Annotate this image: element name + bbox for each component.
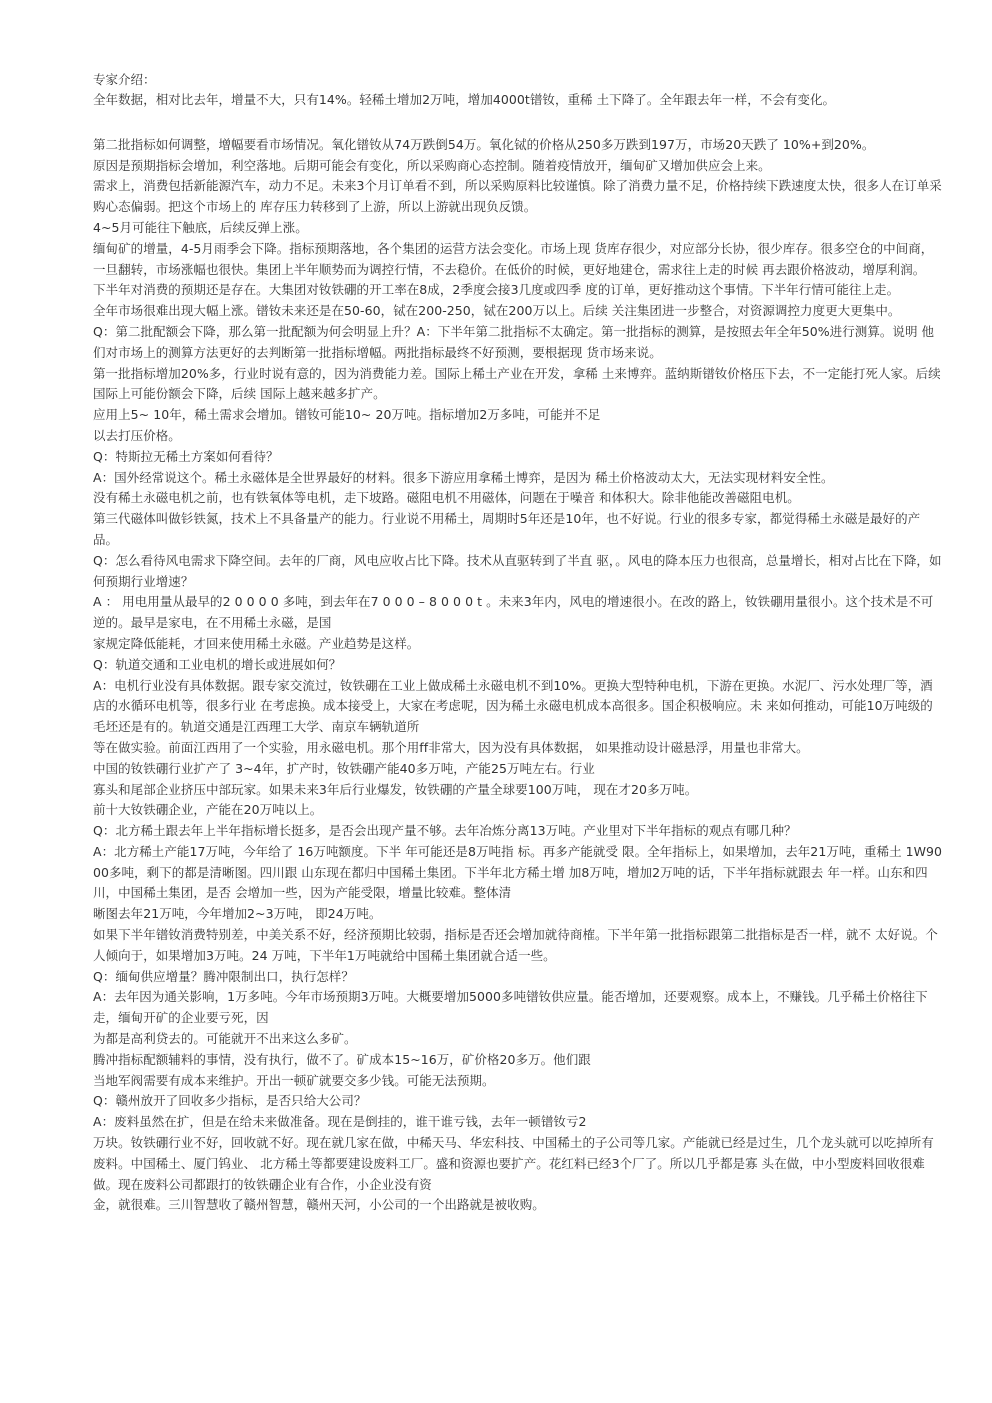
body-paragraph: 中国的钕铁硼行业扩产了 3~4年，扩产时，钕铁硼产能40多万吨，产能25万吨左右。行业 [93,760,595,776]
body-paragraph: 4~5月可能往下触底，后续反弹上涨。 [93,219,308,235]
body-paragraph: 金，就很难。三川智慧收了赣州智慧，赣州天河，小公司的一个出路就是被收购。 [93,1197,545,1213]
body-paragraph: 缅甸矿的增量，4-5月雨季会下降。指标预期落地，各个集团的运营方法会变化。市场上现 货库存很少，对应部分长协，很少库存。很多空仓的中间商，一旦翻转，市场涨幅也很快。集团上半年顺势而为调控行情，不去稳价。在低价的时候，更好地建仓，需求往上走的时候 再去跟价格波动，增厚利润。 [93,240,934,277]
body-paragraph: 前十大钕铁硼企业，产能在20万吨以上。 [93,802,323,818]
body-paragraph: 第一批指标增加20%多，行业时说有意的，因为消费能力差。国际上稀土产业在开发，拿稀 土来博弈。蓝纳斯镨钕价格压下去，不一定能打死人家。后续国际上可能份额会下降，后续 国际上越来越多扩产。 [93,365,941,402]
body-paragraph: 没有稀土永磁电机之前，也有铁氧体等电机，走下坡路。磁阻电机不用磁体，问题在于噪音 和体积大。除非他能改善磁阻电机。 [93,490,800,506]
body-paragraph: A：北方稀土产能17万吨，今年给了 16万吨额度。下半 年可能还是8万吨指 标。再多产能就受 限。全年指标上，如果增加，去年21万吨，重稀土 1W9000多吨，剩下的都是清晰图。四川跟 山东现在都归中国稀土集团。下半年北方稀土增 加8万吨，增加2万吨的话，下半年指标就跟去 年一样。山东和四川，中国稀土集团，是否 会增加一些，因为产能受限，增量比较难。整体清 [93,843,943,901]
body-paragraph: 寡头和尾部企业挤压中部玩家。如果未来3年后行业爆发，钕铁硼的产量全球要100万吨， 现在才20多万吨。 [93,781,698,797]
body-paragraphs [93,135,943,1216]
body-paragraph: 如果下半年镨钕消费特别差，中美关系不好，经济预期比较弱，指标是否还会增加就待商榷。下半年第一批指标跟第二批指标是否一样，就不 太好说。个人倾向于，如果增加3万吨。24 万吨，下半年1万吨就给中国稀土集团就合适一些。 [93,927,938,963]
body-paragraph: 需求上，消费包括新能源汽车，动力不足。未来3个月订单看不到，所以采购原料比较谨慎。除了消费力量不足，价格持续下跌速度太快，很多人在订单采购心态偏弱。把这个市场上的 库存压力转移到了上游，所以上游就出现负反馈。 [93,178,942,215]
body-paragraph: A：电机行业没有具体数据。跟专家交流过，钕铁硼在工业上做成稀土永磁电机不到10%。更换大型特种电机，下游在更换。水泥厂、污水处理厂等，酒店的水循环电机等，很多行业 在考虑换。成本接受上，大家在考虑呢，因为稀土永磁电机成本高很多。国企积极响应。未 来如何推动，可能10万吨级的毛坯还是有的。轨道交通是江西理工大学、南京车辆轨道所 [93,677,933,735]
body-paragraph: Q：轨道交通和工业电机的增长或进展如何？ [93,656,342,672]
document-page [93,70,943,1216]
body-paragraph: 万块。钕铁硼行业不好，回收就不好。现在就几家在做，中稀天马、华宏科技、中国稀土的子公司等几家。产能就已经是过生，几个龙头就可以吃掉所有废料。中国稀土、厦门钨业、 北方稀土等都要建设废料工厂。盛和资源也要扩产。花红料已经3个厂了。所以几乎都是寡 头在做，中小型废料回收很难做。现在废料公司都跟打的钕铁硼企业有合作，小企业没有资 [93,1135,934,1192]
body-paragraph: 家规定降低能耗，才回来使用稀土永磁。产业趋势是这样。 [93,635,420,651]
body-paragraph: 第二批指标如何调整，增幅要看市场情况。氧化镨钕从74万跌倒54万。氧化铽的价格从250多万跌到197万，市场20天跌了 10%+到20%。 [93,136,875,152]
body-paragraph: 以去打压价格。 [93,427,181,443]
body-paragraph: 应用上5~ 10年，稀土需求会增加。镨钕可能10~ 20万吨。指标增加2万多吨，可能并不足 [93,407,601,423]
paragraph-spacer [93,111,943,135]
body-paragraph: Q：北方稀土跟去年上半年指标增长挺多，是否会出现产量不够。去年冶炼分离13万吨。产业里对下半年指标的观点有哪几种？ [93,823,797,839]
body-paragraph: Q：第二批配额会下降，那么第一批配额为何会明显上升？A：下半年第二批指标不太确定。第一批指标的测算，是按照去年全年50%进行测算。说明 他们对市场上的测算方法更好的去判断第一批指标增幅。两批指标最终不好预测，要根据现 货市场来说。 [93,323,935,360]
body-paragraph: A：国外经常说这个。稀土永磁体是全世界最好的材料。很多下游应用拿稀土博弈，是因为 稀土价格波动太大，无法实现材料安全性。 [93,469,834,485]
body-paragraph: Q：特斯拉无稀土方案如何看待？ [93,448,279,464]
body-paragraph: 晰图去年21万吨，今年增加2~3万吨， 即24万吨。 [93,906,382,922]
body-paragraph: 原因是预期指标会增加，利空落地。后期可能会有变化，所以采购商心态控制。随着疫情放开，缅甸矿又增加供应会上来。 [93,157,771,173]
body-paragraph: 为都是高利贷去的。可能就开不出来这么多矿。 [93,1031,357,1047]
body-paragraph: A：去年因为通关影响，1万多吨。今年市场预期3万吨。大概要增加5000多吨镨钕供应量。能否增加，还要观察。成本上，不赚钱。几乎稀土价格往下走，缅甸开矿的企业要亏死，因 [93,989,928,1026]
body-paragraph: 当地军阀需要有成本来维护。开出一顿矿就要交多少钱。可能无法预期。 [93,1072,495,1088]
body-paragraph: 全年市场很难出现大幅上涨。镨钕未来还是在50-60，铽在200-250，铽在200万以上。后续 关注集团进一步整合，对资源调控力度更大更集中。 [93,303,901,319]
body-paragraph: A：废料虽然在扩，但是在给未来做准备。现在是倒挂的，谁干谁亏钱，去年一顿镨钕亏2 [93,1114,587,1130]
body-paragraph: A ： 用电用量从最早的2 0 0 0 0 多吨，到去年在7 0 0 0 – 8 0 0 0 t 。未来3年内，风电的增速很小。在改的路上，钕铁硼用量很小。这个技术是不可逆的。最早是家电，在不用稀土永磁，是国 [93,594,934,631]
expert-intro-heading: 专家介绍： [93,72,156,87]
summary-paragraph: 全年数据，相对比去年，增量不大，只有14%。轻稀土增加2万吨，增加4000t镨钕，重稀 土下降了。全年跟去年一样，不会有变化。 [93,92,836,107]
body-paragraph: 腾冲指标配额辅料的事情，没有执行，做不了。矿成本15~16万，矿价格20多万。他们跟 [93,1051,591,1067]
body-paragraph: 第三代磁体叫做钐铁氮，技术上不具备量产的能力。行业说不用稀土，周期时5年还是10年，也不好说。行业的很多专家，都觉得稀土永磁是最好的产品。 [93,511,921,547]
body-paragraph: 等在做实验。前面江西用了一个实验，用永磁电机。那个用ff非常大，因为没有具体数据， 如果推动设计磁悬浮，用量也非常大。 [93,739,809,755]
body-paragraph: 下半年对消费的预期还是存在。大集团对钕铁硼的开工率在8成，2季度会接3几度或四季 度的订单，更好推动这个事情。下半年行情可能往上走。 [93,282,900,298]
body-paragraph: Q：赣州放开了回收多少指标，是否只给大公司？ [93,1093,367,1109]
body-paragraph: Q：怎么看待风电需求下降空间。去年的厂商，风电应收占比下降。技术从直驱转到了半直 驱，。风电的降本压力也很高，总量增长，相对占比在下降，如何预期行业增速？ [93,552,942,589]
body-paragraph: Q：缅甸供应增量？腾冲限制出口，执行怎样？ [93,968,354,984]
